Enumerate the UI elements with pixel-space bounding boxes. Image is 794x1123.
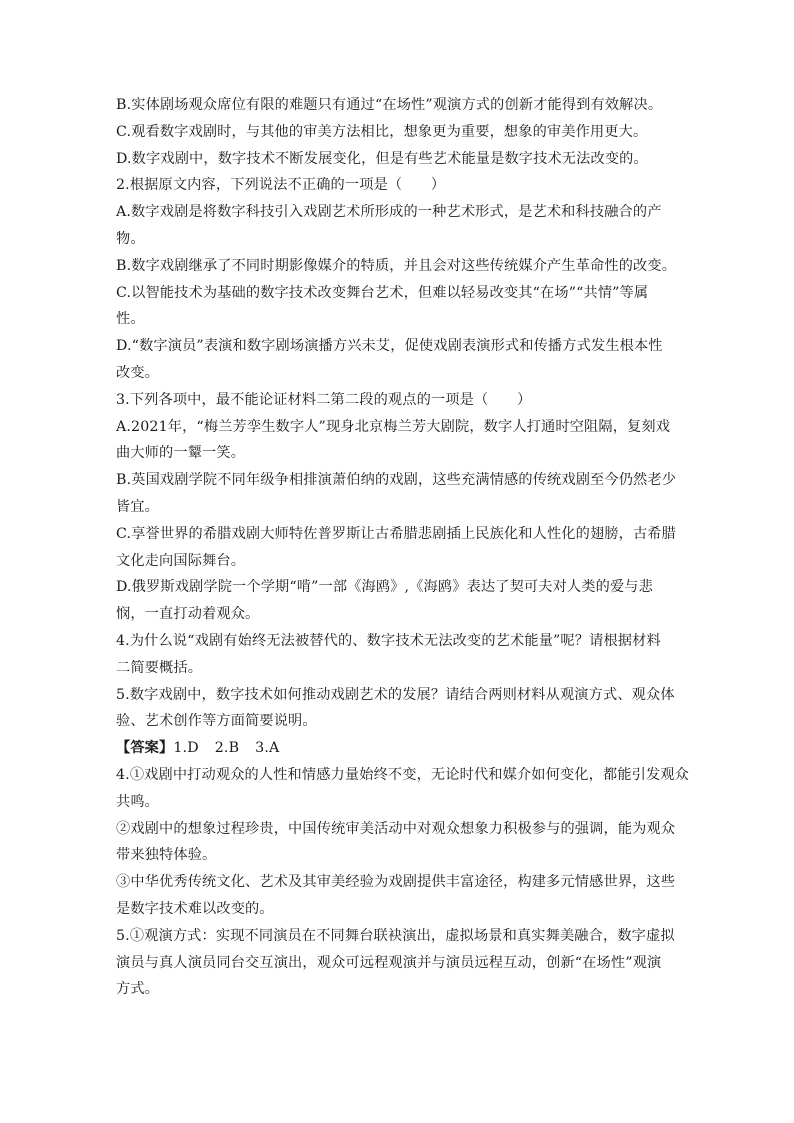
text-line: D.“数字演员”表演和数字剧场演播方兴未艾，促使戏剧表演形式和传播方式发生根本性 bbox=[116, 338, 663, 355]
text-line: C.观看数字戏剧时，与其他的审美方法相比，想象更为重要，想象的审美作用更大。 bbox=[116, 123, 648, 140]
question-2-stem: 2.根据原文内容，下列说法不正确的一项是（ ） bbox=[116, 177, 446, 194]
answer-text-line: 方式。 bbox=[116, 981, 160, 998]
document-page bbox=[116, 92, 690, 1003]
answer-tag: 【答案】 bbox=[116, 740, 174, 757]
text-line: D.数字戏剧中，数字技术不断发展变化，但是有些艺术能量是数字技术无法改变的。 bbox=[116, 150, 648, 167]
answer-text-line: 5.①观演方式：实现不同演员在不同舞台联袂演出，虚拟场景和真实舞美融合，数字虚拟 bbox=[116, 927, 675, 944]
answer-text-line: 演员与真人演员同台交互演出，观众可远程观演并与演员远程互动，创新“在场性”观演 bbox=[116, 954, 662, 971]
text-line: 皆宜。 bbox=[116, 498, 160, 515]
text-line: 改变。 bbox=[116, 364, 160, 381]
question-5-stem: 5.数字戏剧中，数字技术如何推动戏剧艺术的发展？请结合两则材料从观演方式、观众体 bbox=[116, 686, 675, 703]
answer-2: 2.B bbox=[214, 740, 240, 757]
answer-3: 3.A bbox=[255, 740, 280, 757]
text-line: 曲大师的一颦一笑。 bbox=[116, 445, 246, 462]
answer-text-line: 是数字技术难以改变的。 bbox=[116, 900, 274, 917]
text-line: 悯，一直打动着观众。 bbox=[116, 606, 260, 623]
text-line: A.2021年，“梅兰芳孪生数字人”现身北京梅兰芳大剧院，数字人打通时空阻隔，复刻戏 bbox=[116, 418, 671, 435]
answer-text-line: 带来独特体验。 bbox=[116, 847, 217, 864]
text-line: C.以智能技术为基础的数字技术改变舞台艺术，但难以轻易改变其“在场”“共情”等属 bbox=[116, 284, 649, 301]
text-line: C.享誉世界的希腊戏剧大师特佐普罗斯让古希腊悲剧插上民族化和人性化的翅膀，古希腊 bbox=[116, 525, 676, 542]
answer-text-line: ③中华优秀传统文化、艺术及其审美经验为戏剧提供丰富途径，构建多元情感世界，这些 bbox=[116, 874, 676, 891]
text-line: B.实体剧场观众席位有限的难题只有通过“在场性”观演方式的创新才能得到有效解决。 bbox=[116, 97, 663, 113]
text-line: B.数字戏剧继承了不同时期影像媒介的特质，并且会对这些传统媒介产生革命性的改变。 bbox=[116, 257, 677, 274]
answer-text-line: 共鸣。 bbox=[116, 793, 160, 810]
answer-text-line: ②戏剧中的想象过程珍贵，中国传统审美活动中对观众想象力积极参与的强调，能为观众 bbox=[116, 820, 676, 837]
text-line: 验、艺术创作等方面简要说明。 bbox=[116, 713, 317, 730]
answer-text-line: 4.①戏剧中打动观众的人性和情感力量始终不变，无论时代和媒介如何变化，都能引发观众 bbox=[116, 766, 690, 783]
text-line: 二简要概括。 bbox=[116, 659, 203, 676]
question-4-stem: 4.为什么说“戏剧有始终无法被替代的、数字技术无法改变的艺术能量”呢？请根据材料 bbox=[116, 632, 661, 649]
text-line: 性。 bbox=[116, 311, 145, 328]
text-line: A.数字戏剧是将数字科技引入戏剧艺术所形成的一种艺术形式，是艺术和科技融合的产 bbox=[116, 204, 662, 221]
text-line: B.英国戏剧学院不同年级争相排演萧伯纳的戏剧，这些充满情感的传统戏剧至今仍然老少 bbox=[116, 472, 677, 489]
text-line: 文化走向国际舞台。 bbox=[116, 552, 246, 569]
text-line: D.俄罗斯戏剧学院一个学期“啃”一部《海鸥》,《海鸥》表达了契可夫对人类的爱与悲 bbox=[116, 579, 653, 596]
answer-line bbox=[116, 735, 680, 762]
question-3-stem: 3.下列各项中，最不能论证材料二第二段的观点的一项是（ ） bbox=[116, 391, 532, 408]
answer-1: 1.D bbox=[173, 740, 199, 757]
text-line: 物。 bbox=[116, 230, 145, 247]
